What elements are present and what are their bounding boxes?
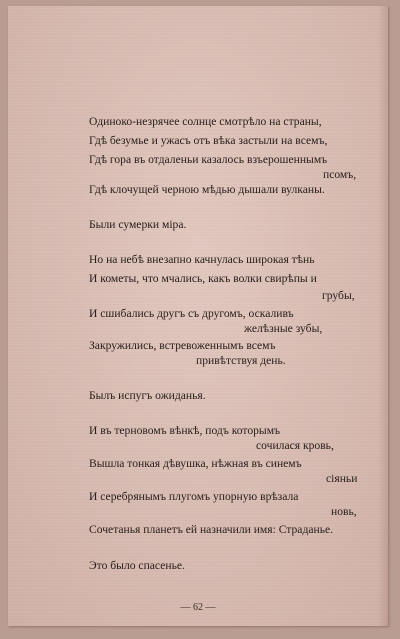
stanza2-line1: Но на небѣ внезапно качнулась широкая тѣнь [89, 253, 315, 266]
stanza3-line4: Сочетанья планетъ ей назначили имя: Страданье. [89, 523, 334, 536]
stanza1-line4: Гдѣ клочущей черною мѣдью дышали вулканы. [89, 183, 325, 196]
stanza2-line3-continuation: желѣзные зубы, [244, 322, 323, 335]
stanza2-line4: Закружились, встревоженнымъ всемъ [89, 339, 276, 352]
stanza1-line3: Гдѣ гора въ отдаленьи казалось взъерошеннымъ [89, 153, 328, 166]
stanza3-line3-continuation: новь, [331, 505, 357, 518]
stanza2-line2: И кометы, что мчались, какъ волки свирѣпы и [89, 272, 317, 285]
stanza3-line1: И въ терновомъ вѣнкѣ, подъ которымъ [89, 424, 281, 437]
stanza1-line1: Одиноко-незрячее солнце смотрѣло на страны, [89, 115, 322, 128]
stanza3-line1-continuation: сочилася кровь, [256, 439, 334, 452]
book-page [8, 6, 388, 626]
poem-text [8, 6, 388, 626]
line-twilight: Были сумерки міра. [89, 218, 187, 231]
stanza3-line3: И серебрянымъ плугомъ упорную врѣзала [89, 490, 299, 503]
stanza3-line2: Вышла тонкая дѣвушка, нѣжная въ синемъ [89, 457, 302, 470]
stanza2-line4-continuation: привѣтствуя день. [196, 354, 286, 367]
stanza2-line3: И сшибались другъ съ другомъ, оскаливъ [89, 307, 294, 320]
line-fright: Былъ испугъ ожиданья. [89, 389, 206, 402]
stanza1-line2: Гдѣ безумье и ужасъ отъ вѣка застыли на всемъ, [89, 134, 328, 147]
stanza1-line3-continuation: псомъ, [323, 168, 357, 181]
line-salvation: Это было спасенье. [89, 559, 185, 572]
stanza3-line2-continuation: сіяньи [326, 472, 358, 485]
page-number: — 62 — [180, 602, 216, 613]
stanza2-line2-continuation: грубы, [322, 289, 355, 302]
